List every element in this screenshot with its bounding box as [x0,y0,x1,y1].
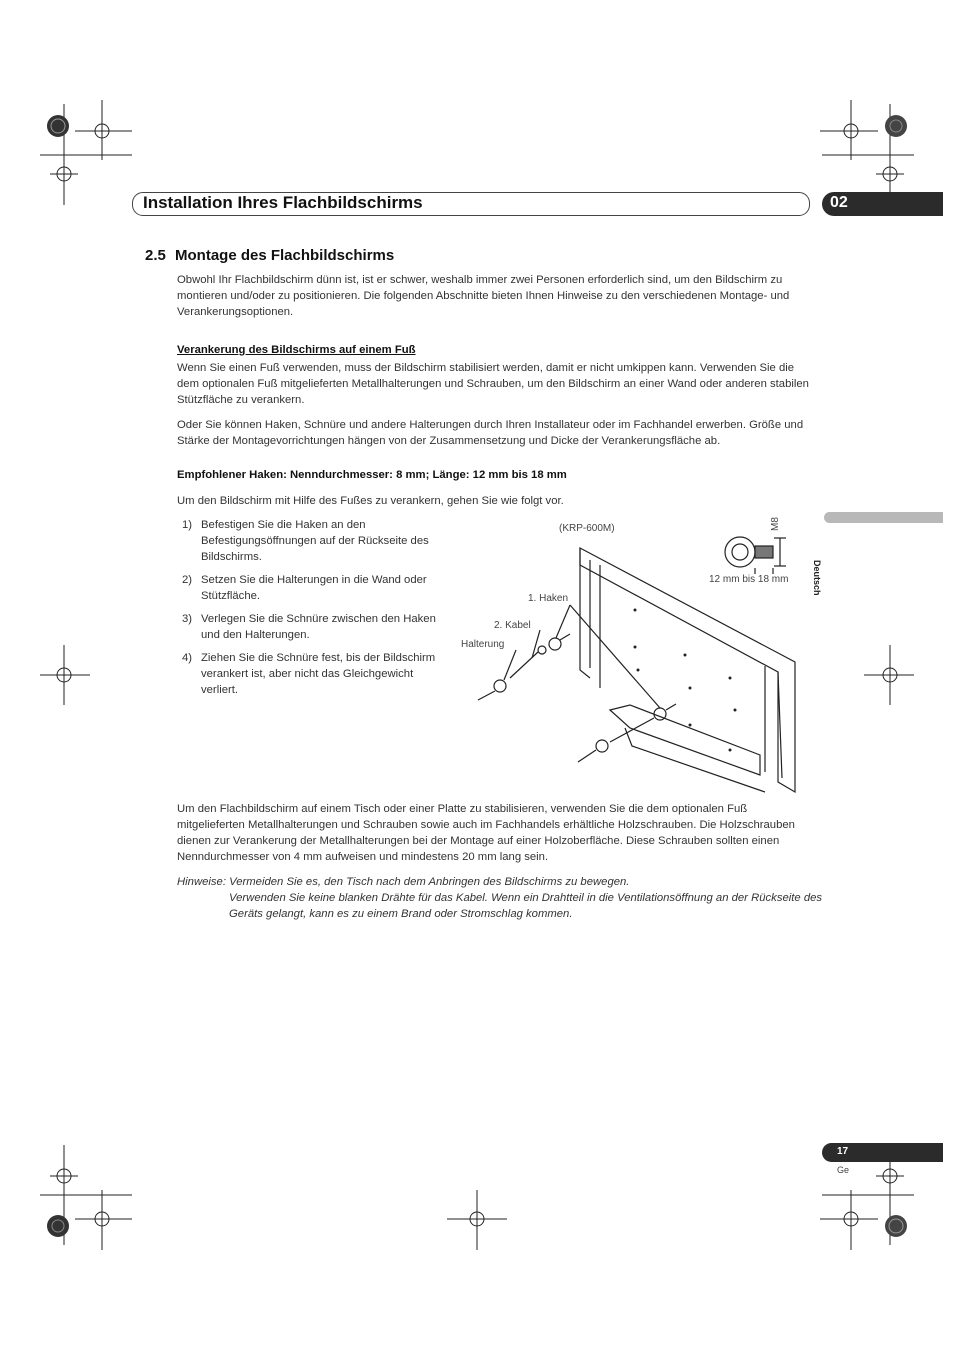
subsection-para-2: Oder Sie können Haken, Schnüre und andere Halterungen durch Ihren Installateur oder im Fachhandel erwerben. Größe und Stärke der Montagevorrichtungen hängen von der Zusammensetzung und Dicke der Verankerungsfläche ab. [177,419,804,447]
subsection-para-1: Wenn Sie einen Fuß verwenden, muss der Bildschirm stabilisiert werden, damit er nicht umkippen kann. Verwenden Sie die dem optionalen Fuß mitgelieferten Metallhalterungen und Schrauben, um den Bildschirm an einer Wand oder anderen stabilen Stützfläche zu verankern. [177,362,809,406]
step-item: 3) Verlegen Sie die Schnüre zwischen den Haken und den Halterungen. [182,613,436,641]
page-number: 17 [837,1146,849,1157]
section-intro: Obwohl Ihr Flachbildschirm dünn ist, ist er schwer, weshalb immer zwei Personen erforderlich sind, um den Bildschirm zu montieren und/oder zu positionieren. Die folgenden Abschnitte bieten Ihnen Hinweise zu den verschiedenen Montage- und Verankerungsoptionen. [177,274,790,318]
steps-intro: Um den Bildschirm mit Hilfe des Fußes zu verankern, gehen Sie wie folgt vor. [177,495,564,507]
language-tab [824,512,943,523]
notes [177,874,827,922]
language-tab-label: Deutsch [812,560,822,596]
figure-length-range: 12 mm bis 18 mm [709,574,789,585]
step-item: 2) Setzen Sie die Halterungen in die Wand oder Stützfläche. [182,574,427,602]
section-number: 2.5 [145,247,166,264]
section-title: Montage des Flachbildschirms [175,247,395,264]
figure-label-cable: 2. Kabel [494,620,531,631]
figure-bolt-size: M8 [770,517,781,531]
chapter-number: 02 [830,194,848,211]
hook-recommendation: Empfohlener Haken: Nenndurchmesser: 8 mm; Länge: 12 mm bis 18 mm [177,469,567,481]
figure-model-label: (KRP-600M) [559,523,615,534]
language-code: Ge [837,1165,850,1175]
table-stabilization-para: Um den Flachbildschirm auf einem Tisch oder einer Platte zu stabilisieren, verwenden Sie die dem optionalen Fuß mitgelieferten Metallhalterungen und Schrauben sowie auch im Fachhandels erhältliche Holzschrauben. Die Holzschrauben dienen zur Verankerung der Metallhalterungen bei der Montage auf einer Holzoberfläche. Diese Schrauben sollten einen Nenndurchmesser von 4 mm aufweisen und mindestens 20 mm lang sein. [177,803,795,863]
section-heading [145,247,394,264]
note-line-1: Hinweise: Vermeiden Sie es, den Tisch nach dem Anbringen des Bildschirms zu bewegen. [177,876,630,888]
step-item: 4) Ziehen Sie die Schnüre fest, bis der Bildschirm verankert ist, aber nicht das Gleichgewicht verliert. [182,652,436,696]
figure-label-bracket: Halterung [461,639,505,650]
figure-label-hook: 1. Haken [528,593,569,604]
step-item: 1) Befestigen Sie die Haken an den Befestigungsöffnungen auf der Rückseite des Bildschirms. [182,519,429,563]
page-header-title: Installation Ihres Flachbildschirms [143,193,423,212]
mounting-diagram [460,510,820,800]
subsection-title: Verankerung des Bildschirms auf einem Fuß [177,344,416,356]
note-line-2: Verwenden Sie keine blanken Drähte für das Kabel. Wenn ein Drahtteil in die Ventilationsöffnung an der Rückseite des Geräts gelangt, kann es zu einem Brand oder Stromschlag kommen. [229,892,823,920]
